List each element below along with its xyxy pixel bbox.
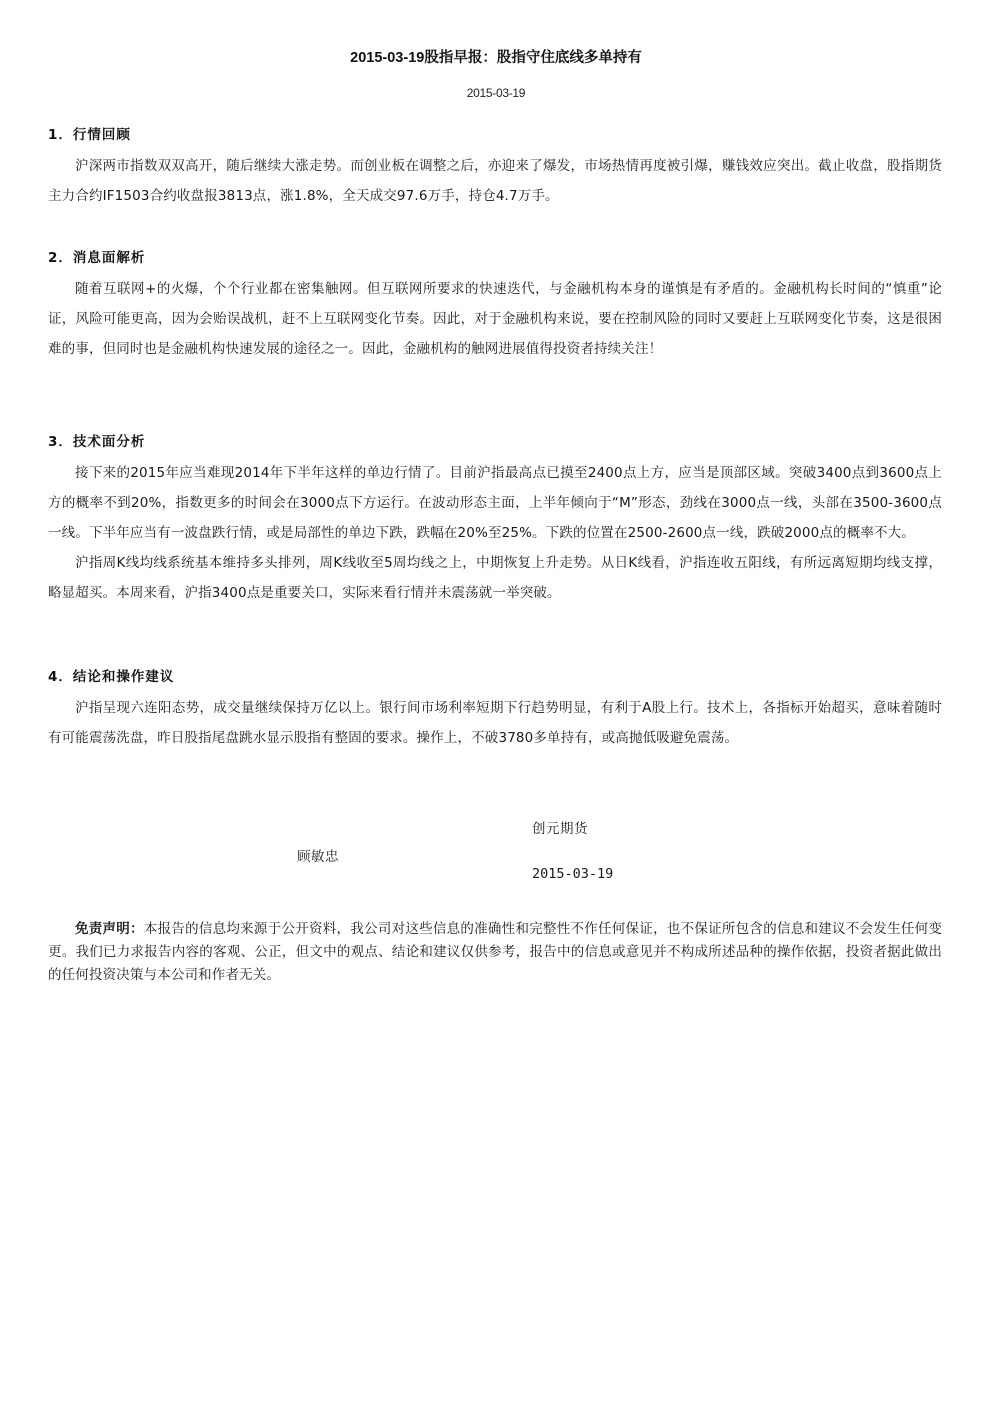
section-paragraph: 沪指呈现六连阳态势，成交量继续保持万亿以上。银行间市场利率短期下行趋势明显，有利于A股上行。技术上，各指标开始超买，意味着随时有可能震荡洗盘，昨日股指尾盘跳水显示股指有整固的要求。操作上，不破3780多单持有，或高抛低吸避免震荡。 bbox=[48, 700, 942, 746]
section-paragraph: 随着互联网+的火爆，个个行业都在密集触网。但互联网所要求的快速迭代，与金融机构本身的谨慎是有矛盾的。金融机构长时间的“慎重”论证，风险可能更高，因为会贻误战机，赶不上互联网变化节奏。因此，对于金融机构来说，要在控制风险的同时又要赶上互联网变化节奏，这是很困难的事，但同时也是金融机构快速发展的途径之一。因此，金融机构的触网进展值得投资者持续关注！ bbox=[48, 281, 942, 357]
section-conclusion bbox=[48, 666, 942, 753]
section-paragraph: 接下来的2015年应当难现2014年下半年这样的单边行情了。目前沪指最高点已摸至2400点上方，应当是顶部区域。突破3400点到3600点上方的概率不到20%，指数更多的时间会在3000点下方运行。在波动形态主面，上半年倾向于“M”形态，劲线在3000点一线，头部在3500-3600点一线。下半年应当有一波盘跌行情，或是局部性的单边下跌，跌幅在20%至25%。下跌的位置在2500-2600点一线，跌破2000点的概率不大。 bbox=[48, 465, 942, 541]
disclaimer bbox=[48, 918, 942, 987]
section-news-analysis bbox=[48, 247, 942, 364]
report-title: 2015-03-19股指早报：股指守住底线多单持有 bbox=[350, 50, 642, 66]
section-heading: 1．行情回顾 bbox=[48, 127, 131, 143]
signature-date: 2015-03-19 bbox=[532, 866, 614, 882]
section-market-review bbox=[48, 124, 942, 211]
report-date: 2015-03-19 bbox=[466, 86, 526, 100]
signature-author: 顾敏忠 bbox=[297, 849, 339, 865]
disclaimer-label: 免责声明： bbox=[75, 921, 144, 937]
section-heading: 3．技术面分析 bbox=[48, 434, 146, 450]
section-technical-analysis bbox=[48, 431, 942, 608]
section-heading: 2．消息面解析 bbox=[48, 250, 146, 266]
disclaimer-text: 本报告的信息均来源于公开资料，我公司对这些信息的准确性和完整性不作任何保证，也不保证所包含的信息和建议不会发生任何变更。我们已力求报告内容的客观、公正，但文中的观点、结论和建议仅供参考，报告中的信息或意见并不构成所述品种的操作依据，投资者据此做出的任何投资决策与本公司和作者无关。 bbox=[48, 921, 943, 983]
section-paragraph: 沪深两市指数双双高开，随后继续大涨走势。而创业板在调整之后，亦迎来了爆发，市场热情再度被引爆，赚钱效应突出。截止收盘，股指期货主力合约IF1503合约收盘报3813点，涨1.8%，全天成交97.6万手，持仓4.7万手。 bbox=[48, 158, 942, 204]
section-paragraph: 沪指周K线均线系统基本维持多头排列，周K线收至5周均线之上，中期恢复上升走势。从日K线看，沪指连收五阳线，有所远离短期均线支撑，略显超买。本周来看，沪指3400点是重要关口，实际来看行情并未震荡就一举突破。 bbox=[48, 555, 942, 601]
signature-company: 创元期货 bbox=[532, 821, 588, 837]
section-heading: 4．结论和操作建议 bbox=[48, 669, 175, 685]
